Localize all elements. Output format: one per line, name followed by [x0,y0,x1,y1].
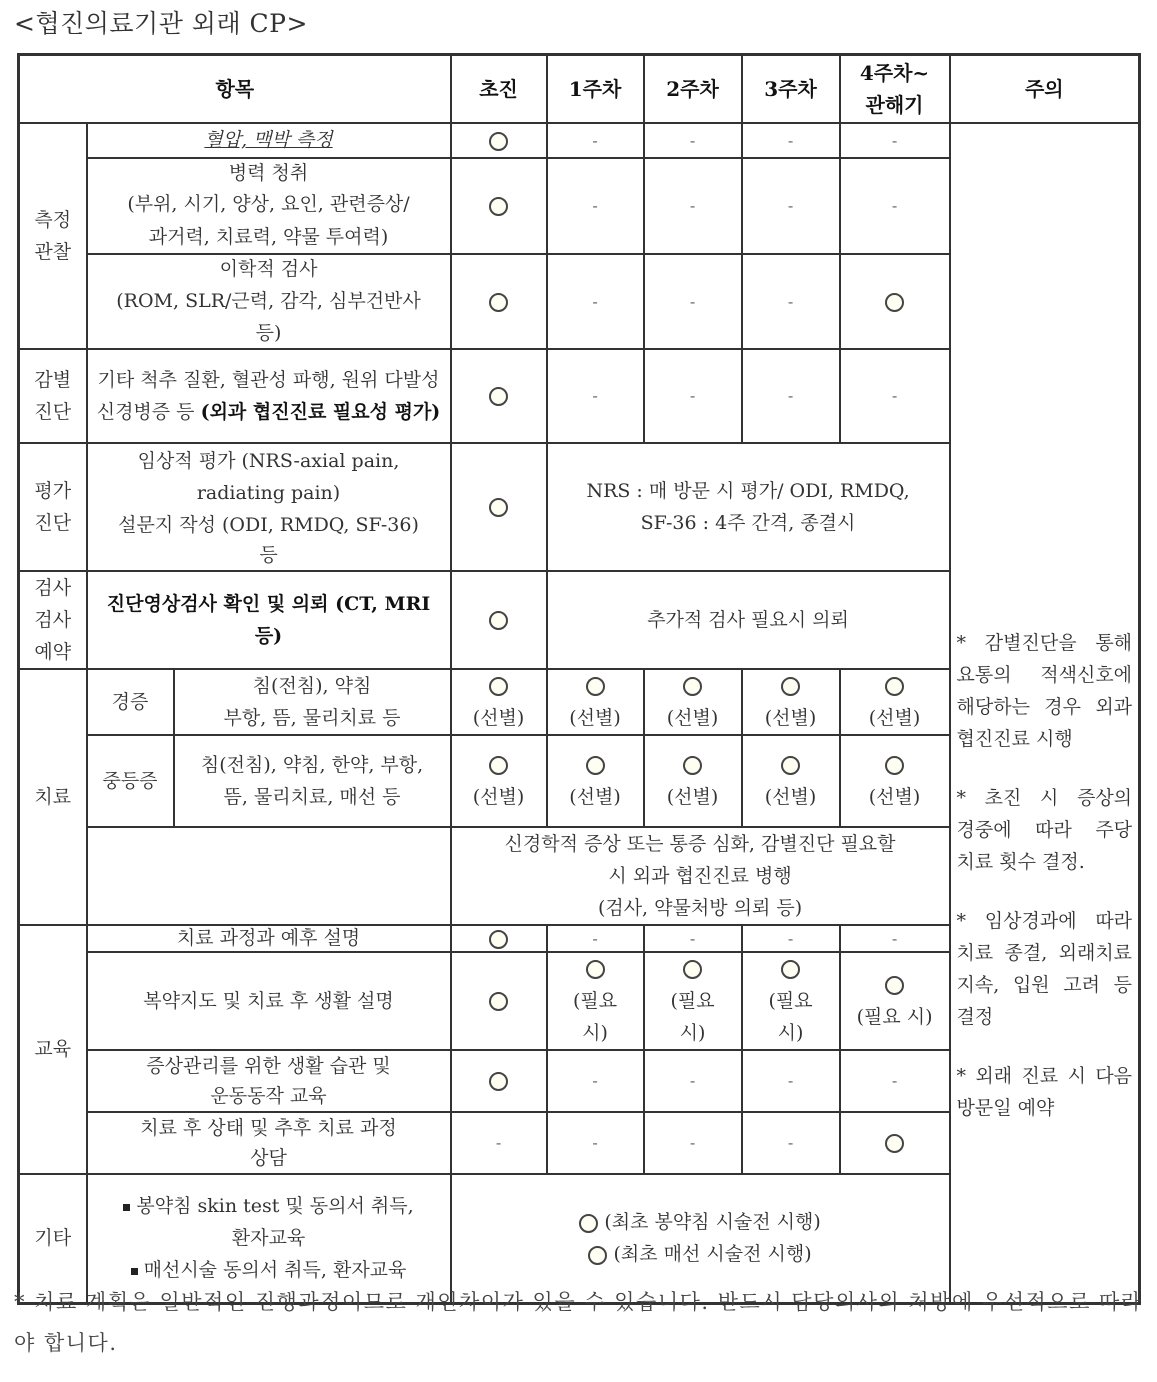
severity-moderate: 중등증 [87,735,174,827]
header-week2: 2주차 [644,55,742,123]
mark-cell: (필요 시) [547,952,644,1050]
severity-mild: 경증 [87,669,174,735]
mark-cell [451,123,547,158]
item-exam: 진단영상검사 확인 및 의뢰 (CT, MRI 등) [87,571,451,669]
mark-cell [451,158,547,254]
mark-cell: - [840,158,950,254]
header-first-visit: 초진 [451,55,547,123]
header-notes: 주의 [950,55,1140,123]
mark-cell [451,571,547,669]
mark-cell: (선별) [742,669,840,735]
mark-cell: - [644,1050,742,1112]
header-item: 항목 [19,55,451,123]
mark-cell: - [451,1112,547,1174]
circle-mark [885,677,904,696]
section-label-evaluation: 평가 진단 [19,443,87,571]
mark-cell: - [840,1050,950,1112]
mark-cell [451,952,547,1050]
circle-mark [489,992,508,1011]
section-label-treatment: 치료 [19,669,87,925]
mark-cell: - [547,349,644,443]
section-label-other: 기타 [19,1174,87,1304]
circle-mark [579,1214,598,1233]
mark-cell [451,443,547,571]
circle-mark [586,756,605,775]
circle-mark [781,960,800,979]
circle-mark [588,1246,607,1265]
mark-cell: - [742,1050,840,1112]
circle-mark [586,677,605,696]
circle-mark [489,293,508,312]
mark-cell: - [547,254,644,349]
item-physical-exam: 이학적 검사 (ROM, SLR/근력, 감각, 심부건반사 등) [87,254,451,349]
mark-cell: (선별) [644,669,742,735]
mark-cell: - [644,123,742,158]
header-week4-line1: 4주차~ [859,60,930,85]
header-week1: 1주차 [547,55,644,123]
mark-cell: - [547,123,644,158]
circle-mark [683,677,702,696]
circle-mark [885,1134,904,1153]
mark-cell: - [644,925,742,952]
mark-cell: - [644,1112,742,1174]
circle-mark [489,1072,508,1091]
mark-cell [451,254,547,349]
table-row [19,123,1140,158]
section-label-differential: 감별 진단 [19,349,87,443]
cautions-cell [950,123,1140,1304]
circle-mark [489,197,508,216]
circle-mark [489,132,508,151]
circle-mark [489,498,508,517]
mark-cell: (선별) [451,669,547,735]
circle-mark [683,960,702,979]
mark-cell: (선별) [742,735,840,827]
item-treatment-moderate: 침(전침), 약침, 한약, 부항, 뜸, 물리치료, 매선 등 [174,735,451,827]
circle-mark [489,387,508,406]
header-week3: 3주차 [742,55,840,123]
mark-cell: (필요 시) [840,952,950,1050]
mark-cell: - [644,349,742,443]
caution-item: * 감별진단을 통해 요통의 적색신호에 해당하는 경우 외과 협진진료 시행 [956,631,1133,750]
mark-cell: (선별) [547,669,644,735]
circle-mark [781,677,800,696]
footer-disclaimer: * 치료 계획은 일반적인 진행과정이므로 개인차이가 있을 수 있습니다. 반드시 담당의사의 처방에 우선적으로 따라야 합니다. [14,1290,1143,1355]
bullet-square-icon [131,1268,138,1275]
treatment-referral: 신경학적 증상 또는 통증 심화, 감별진단 필요할 시 외과 협진진료 병행 (검사, 약물처방 의뢰 등) [451,827,950,925]
item-education-followup: 치료 후 상태 및 추후 치료 과정 상담 [87,1112,451,1174]
mark-cell: - [742,254,840,349]
document-title: <협진의료기관 외래 CP> [14,9,308,38]
mark-cell: - [742,158,840,254]
caution-item: * 외래 진료 시 다음 방문일 예약 [956,1064,1133,1119]
exam-followup: 추가적 검사 필요시 의뢰 [547,571,950,669]
mark-cell: - [547,1050,644,1112]
evaluation-followup: NRS : 매 방문 시 평가/ ODI, RMDQ, SF-36 : 4주 간격, 종결시 [547,443,950,571]
mark-cell: - [742,1112,840,1174]
section-label-measure: 측정 관찰 [19,123,87,349]
mark-cell [840,1112,950,1174]
mark-cell [451,349,547,443]
mark-cell: (선별) [644,735,742,827]
section-label-education: 교육 [19,925,87,1174]
mark-cell: - [742,925,840,952]
mark-cell: - [840,925,950,952]
item-education-prognosis: 치료 과정과 예후 설명 [87,925,451,952]
item-differential: 기타 척추 질환, 혈관성 파행, 원위 다발성 신경병증 등 (외과 협진진료 필요성 평가) [87,349,451,443]
mark-cell: (선별) [451,735,547,827]
clinical-pathway-table [17,53,1141,1305]
empty-cell [87,827,451,925]
other-notes: (최초 봉약침 시술전 시행) (최초 매선 시술전 시행) [451,1174,950,1304]
circle-mark [586,960,605,979]
caution-item: * 초진 시 증상의 경중에 따라 주당 치료 횟수 결정. [956,786,1133,873]
mark-cell: (선별) [840,669,950,735]
mark-cell: - [547,1112,644,1174]
circle-mark [885,756,904,775]
mark-cell [840,254,950,349]
circle-mark [489,677,508,696]
circle-mark [683,756,702,775]
item-treatment-mild: 침(전침), 약침 부항, 뜸, 물리치료 등 [174,669,451,735]
item-education-medication: 복약지도 및 치료 후 생활 설명 [87,952,451,1050]
mark-cell: (필요 시) [742,952,840,1050]
item-history: 병력 청취 (부위, 시기, 양상, 요인, 관련증상/ 과거력, 치료력, 약물 투여력) [87,158,451,254]
circle-mark [489,611,508,630]
mark-cell: - [644,158,742,254]
circle-mark [489,756,508,775]
mark-cell [451,925,547,952]
mark-cell: (선별) [840,735,950,827]
mark-cell: - [840,123,950,158]
caution-item: * 임상경과에 따라 치료 종결, 외래치료 지속, 입원 고려 등 결정 [956,909,1133,1028]
mark-cell: - [742,123,840,158]
circle-mark [885,976,904,995]
mark-cell: (필요 시) [644,952,742,1050]
bullet-square-icon [123,1204,130,1211]
circle-mark [781,756,800,775]
item-education-lifestyle: 증상관리를 위한 생활 습관 및 운동동작 교육 [87,1050,451,1112]
section-label-exam: 검사 검사 예약 [19,571,87,669]
item-evaluation: 임상적 평가 (NRS-axial pain, radiating pain) 설문지 작성 (ODI, RMDQ, SF-36) 등 [87,443,451,571]
mark-cell: - [840,349,950,443]
mark-cell: - [742,349,840,443]
item-other: 봉약침 skin test 및 동의서 취득, 환자교육 매선시술 동의서 취득, 환자교육 [87,1174,451,1304]
header-week4 [840,55,950,123]
mark-cell: (선별) [547,735,644,827]
mark-cell: - [644,254,742,349]
circle-mark [885,293,904,312]
circle-mark [489,930,508,949]
item-vitals: 혈압, 맥박 측정 [87,123,451,158]
header-week4-line2: 관해기 [865,92,924,117]
mark-cell: - [547,158,644,254]
mark-cell: - [547,925,644,952]
mark-cell [451,1050,547,1112]
header-row [19,55,1140,123]
